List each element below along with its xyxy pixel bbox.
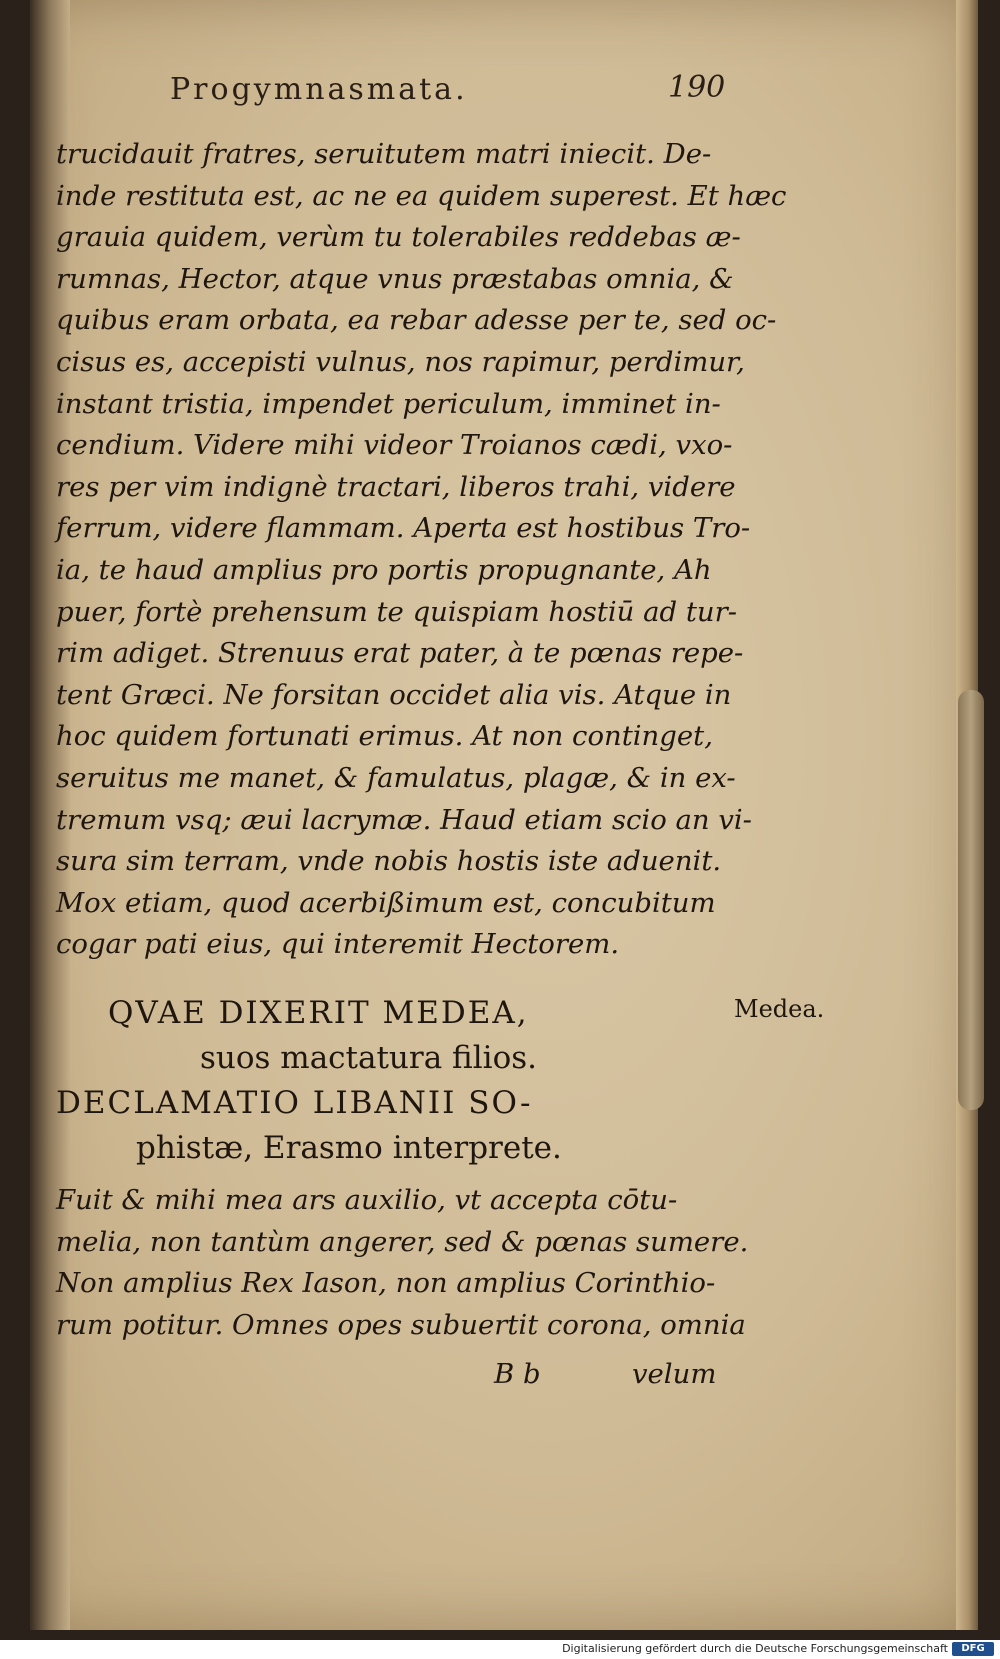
text-line: ia, te haud amplius pro portis propugnante, Ah (56, 553, 712, 586)
declamation-subheading: phistæ, Erasmo interprete. (136, 1130, 562, 1166)
catchword: velum (632, 1358, 717, 1390)
text-line: Fuit & mihi mea ars auxilio, vt accepta cōtu- (56, 1184, 678, 1216)
text-line: instant tristia, impendet periculum, imminet in- (56, 387, 721, 420)
text-line: ferrum, videre flammam. Aperta est hostibus Tro- (56, 512, 751, 545)
text-line: grauia quidem, verùm tu tolerabiles reddebas æ- (56, 221, 741, 254)
margin-note: Medea. (734, 995, 825, 1023)
signature-mark: B b (494, 1358, 541, 1390)
text-line: trucidauit fratres, seruitutem matri iniecit. De- (56, 138, 712, 170)
text-line: rim adiget. Strenuus erat pater, à te pœnas repe- (56, 637, 744, 670)
page-number: 190 (668, 70, 726, 105)
text-line: Mox etiam, quod acerbißimum est, concubitum (56, 886, 716, 919)
declamation-text (56, 1180, 749, 1346)
text-line: quibus eram orbata, ea rebar adesse per te, sed oc- (56, 304, 777, 337)
section-heading: QVAE DIXERIT MEDEA, (108, 995, 529, 1031)
text-line: Non amplius Rex Iason, non amplius Corinthio- (56, 1267, 716, 1300)
text-line: melia, non tantùm angerer, sed & pœnas sumere. (56, 1225, 749, 1258)
body-text (56, 134, 787, 966)
digitization-credit: Digitalisierung gefördert durch die Deutsche Forschungsgemeinschaft (562, 1642, 948, 1655)
text-line: rumnas, Hector, atque vnus præstabas omnia, & (56, 262, 734, 295)
text-line: cogar pati eius, qui interemit Hectorem. (56, 928, 620, 961)
text-line: puer, fortè prehensum te quispiam hostiū ad tur- (56, 595, 738, 628)
text-line: res per vim indignè tractari, liberos trahi, videre (56, 470, 736, 503)
text-line: tent Græci. Ne forsitan occidet alia vis. Atque in (56, 678, 732, 711)
text-line: hoc quidem fortunati erimus. At non continget, (56, 720, 713, 753)
section-subheading: suos mactatura filios. (200, 1040, 537, 1076)
text-line: cendium. Videre mihi videor Troianos cædi, vxo- (56, 429, 733, 462)
text-line: rum potitur. Omnes opes subuertit corona, omnia (56, 1308, 746, 1341)
running-head: Progymnasmata. (170, 72, 468, 107)
dfg-logo: DFG (952, 1642, 994, 1656)
text-line: tremum vsq; æui lacrymæ. Haud etiam scio an vi- (56, 803, 752, 836)
declamation-heading: DECLAMATIO LIBANII SO- (56, 1085, 533, 1121)
page-clip (958, 690, 984, 1110)
text-line: inde restituta est, ac ne ea quidem superest. Et hæc (56, 179, 787, 212)
text-line: seruitus me manet, & famulatus, plagæ, & in ex- (56, 761, 736, 794)
text-line: sura sim terram, vnde nobis hostis iste aduenit. (56, 845, 722, 878)
text-line: cisus es, accepisti vulnus, nos rapimur, perdimur, (56, 345, 745, 378)
